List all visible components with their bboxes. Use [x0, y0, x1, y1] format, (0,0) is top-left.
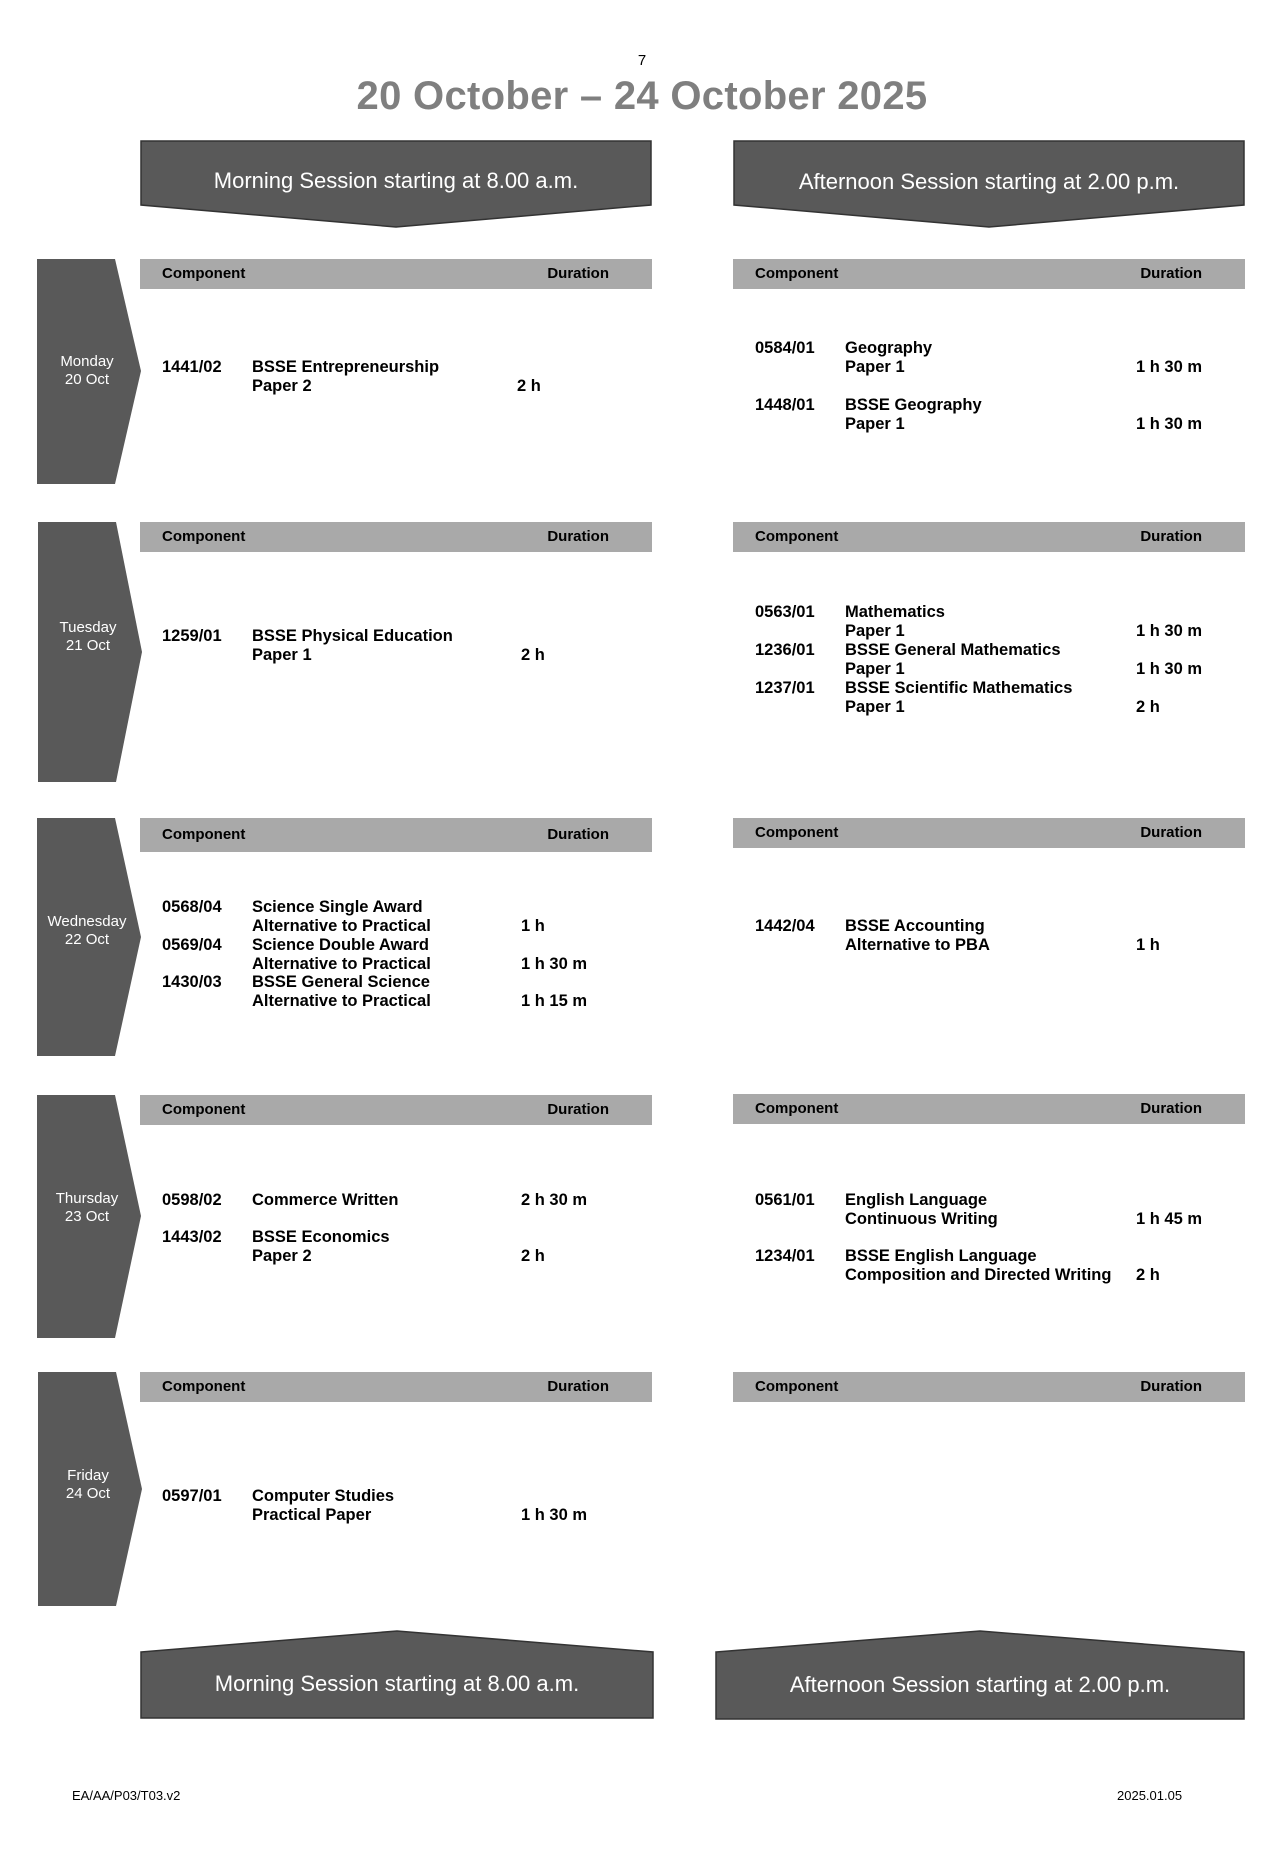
- paper-name: Alternative to PBA: [845, 936, 990, 954]
- paper-name: Continuous Writing: [845, 1210, 998, 1228]
- day-name: Friday: [67, 1467, 109, 1484]
- subject-name: Science Double Award: [252, 936, 429, 954]
- component-header: Component: [162, 1378, 246, 1395]
- exam-entry: [162, 973, 642, 1013]
- component-code: 1237/01: [755, 679, 815, 697]
- subject-name: BSSE Geography: [845, 396, 982, 414]
- duration-header: Duration: [1140, 528, 1202, 545]
- paper-name: Paper 1: [845, 660, 905, 678]
- component-header: Component: [755, 265, 839, 282]
- component-code: 0584/01: [755, 339, 815, 357]
- component-code: 1234/01: [755, 1247, 815, 1265]
- afternoon-session-banner-bottom: [715, 1630, 1245, 1720]
- afternoon-table-header: [733, 1094, 1245, 1124]
- duration: 1 h 30 m: [1136, 622, 1203, 640]
- afternoon-session-label: Afternoon Session starting at 2.00 p.m.: [789, 1672, 1171, 1697]
- component-header: Component: [755, 528, 839, 545]
- component-header: Component: [162, 265, 246, 282]
- duration: 1 h: [521, 917, 545, 935]
- day-date: 21 Oct: [65, 637, 111, 654]
- duration: 1 h 30 m: [1136, 358, 1203, 376]
- component-header: Component: [162, 528, 246, 545]
- afternoon-table-header: [733, 818, 1245, 848]
- morning-table-header: [140, 259, 652, 289]
- exam-entry: [755, 603, 1235, 643]
- day-name: Tuesday: [59, 619, 117, 636]
- subject-name: BSSE Physical Education: [252, 627, 453, 645]
- component-code: 1442/04: [755, 917, 815, 935]
- duration: 1 h: [1136, 936, 1160, 954]
- component-code: 1443/02: [162, 1228, 222, 1246]
- exam-entry: [162, 898, 642, 938]
- component-header: Component: [755, 1100, 839, 1117]
- duration-header: Duration: [1140, 1100, 1202, 1117]
- day-name: Monday: [60, 353, 114, 370]
- morning-table-header: [140, 818, 652, 852]
- morning-session-banner-bottom: [140, 1630, 654, 1719]
- subject-name: Computer Studies: [252, 1487, 395, 1505]
- paper-name: Paper 2: [252, 377, 312, 395]
- subject-name: Geography: [845, 339, 933, 357]
- subject-name: BSSE Accounting: [845, 917, 985, 935]
- exam-entry: [755, 1247, 1235, 1287]
- exam-entry: [755, 679, 1235, 719]
- duration: 1 h 45 m: [1136, 1210, 1203, 1228]
- afternoon-table-header: [733, 522, 1245, 552]
- component-header: Component: [755, 1378, 839, 1395]
- duration-header: Duration: [1140, 1378, 1202, 1395]
- exam-entry: [162, 1487, 642, 1527]
- page-title: 20 October – 24 October 2025: [356, 74, 928, 118]
- component-code: 0597/01: [162, 1487, 222, 1505]
- component-code: 1448/01: [755, 396, 815, 414]
- duration-header: Duration: [547, 528, 609, 545]
- subject-name: BSSE General Mathematics: [845, 641, 1061, 659]
- day-date: 20 Oct: [64, 371, 110, 388]
- duration: 2 h: [1136, 698, 1160, 716]
- morning-table-header: [140, 1095, 652, 1125]
- duration: 1 h 30 m: [1136, 660, 1203, 678]
- component-header: Component: [755, 824, 839, 841]
- exam-entry: [162, 1191, 642, 1213]
- duration: 1 h 30 m: [1136, 415, 1203, 433]
- paper-name: Paper 2: [252, 1247, 312, 1265]
- duration: 1 h 30 m: [521, 1506, 588, 1524]
- duration: 2 h: [517, 377, 541, 395]
- exam-entry: [162, 358, 642, 398]
- exam-entry: [755, 396, 1235, 436]
- component-code: 1441/02: [162, 358, 222, 376]
- component-code: 0598/02: [162, 1191, 222, 1209]
- duration: 1 h 15 m: [521, 992, 588, 1010]
- duration: 2 h: [521, 1247, 545, 1265]
- exam-entry: [162, 936, 642, 976]
- duration-header: Duration: [547, 1101, 609, 1118]
- day-tab-tuesday: [38, 522, 143, 782]
- subject-name: Mathematics: [845, 603, 945, 621]
- paper-name: Alternative to Practical: [252, 992, 431, 1010]
- exam-entry: [755, 641, 1235, 681]
- exam-entry: [755, 1191, 1235, 1231]
- afternoon-session-banner-top: [733, 140, 1245, 228]
- paper-name: Composition and Directed Writing: [845, 1266, 1112, 1284]
- duration: 2 h: [521, 646, 545, 664]
- subject-name: BSSE English Language: [845, 1247, 1037, 1265]
- subject-name: Commerce Written: [252, 1191, 399, 1209]
- exam-entry: [755, 917, 1235, 957]
- document-date: 2025.01.05: [1117, 1788, 1183, 1803]
- afternoon-table-header: [733, 1372, 1245, 1402]
- paper-name: Paper 1: [845, 698, 905, 716]
- day-name: Thursday: [55, 1190, 119, 1207]
- morning-table-header: [140, 1372, 652, 1402]
- morning-session-label: Morning Session starting at 8.00 a.m.: [213, 168, 579, 193]
- subject-name: BSSE Economics: [252, 1228, 390, 1246]
- component-header: Component: [162, 826, 246, 843]
- duration: 2 h 30 m: [521, 1191, 588, 1209]
- afternoon-session-label: Afternoon Session starting at 2.00 p.m.: [798, 169, 1180, 194]
- paper-name: Paper 1: [845, 415, 905, 433]
- document-reference: EA/AA/P03/T03.v2: [72, 1788, 181, 1803]
- duration-header: Duration: [547, 265, 609, 282]
- morning-table-header: [140, 522, 652, 552]
- paper-name: Alternative to Practical: [252, 955, 431, 973]
- subject-name: English Language: [845, 1191, 988, 1209]
- component-code: 0569/04: [162, 936, 222, 954]
- component-code: 0561/01: [755, 1191, 815, 1209]
- morning-session-label: Morning Session starting at 8.00 a.m.: [214, 1671, 580, 1696]
- subject-name: BSSE Scientific Mathematics: [845, 679, 1073, 697]
- subject-name: Science Single Award: [252, 898, 423, 916]
- component-code: 0568/04: [162, 898, 222, 916]
- component-code: 1259/01: [162, 627, 222, 645]
- page-number: 7: [637, 52, 647, 69]
- day-date: 23 Oct: [64, 1208, 110, 1225]
- duration: 1 h 30 m: [521, 955, 588, 973]
- exam-entry: [755, 339, 1235, 379]
- duration-header: Duration: [1140, 265, 1202, 282]
- component-code: 0563/01: [755, 603, 815, 621]
- day-tab-wednesday: [37, 818, 142, 1056]
- duration-header: Duration: [1140, 824, 1202, 841]
- paper-name: Practical Paper: [252, 1506, 372, 1524]
- paper-name: Paper 1: [252, 646, 312, 664]
- paper-name: Paper 1: [845, 622, 905, 640]
- duration-header: Duration: [547, 826, 609, 843]
- component-code: 1430/03: [162, 973, 222, 991]
- exam-entry: [162, 627, 642, 667]
- exam-entry: [162, 1228, 642, 1268]
- day-tab-friday: [38, 1372, 143, 1606]
- day-tab-monday: [37, 259, 142, 484]
- paper-name: Alternative to Practical: [252, 917, 431, 935]
- paper-name: Paper 1: [845, 358, 905, 376]
- component-header: Component: [162, 1101, 246, 1118]
- day-name: Wednesday: [47, 913, 127, 930]
- subject-name: BSSE Entrepreneurship: [252, 358, 440, 376]
- day-tab-thursday: [37, 1095, 142, 1338]
- duration-header: Duration: [547, 1378, 609, 1395]
- afternoon-table-header: [733, 259, 1245, 289]
- component-code: 1236/01: [755, 641, 815, 659]
- day-date: 22 Oct: [64, 931, 110, 948]
- day-date: 24 Oct: [65, 1485, 111, 1502]
- morning-session-banner-top: [140, 140, 652, 228]
- duration: 2 h: [1136, 1266, 1160, 1284]
- subject-name: BSSE General Science: [252, 973, 430, 991]
